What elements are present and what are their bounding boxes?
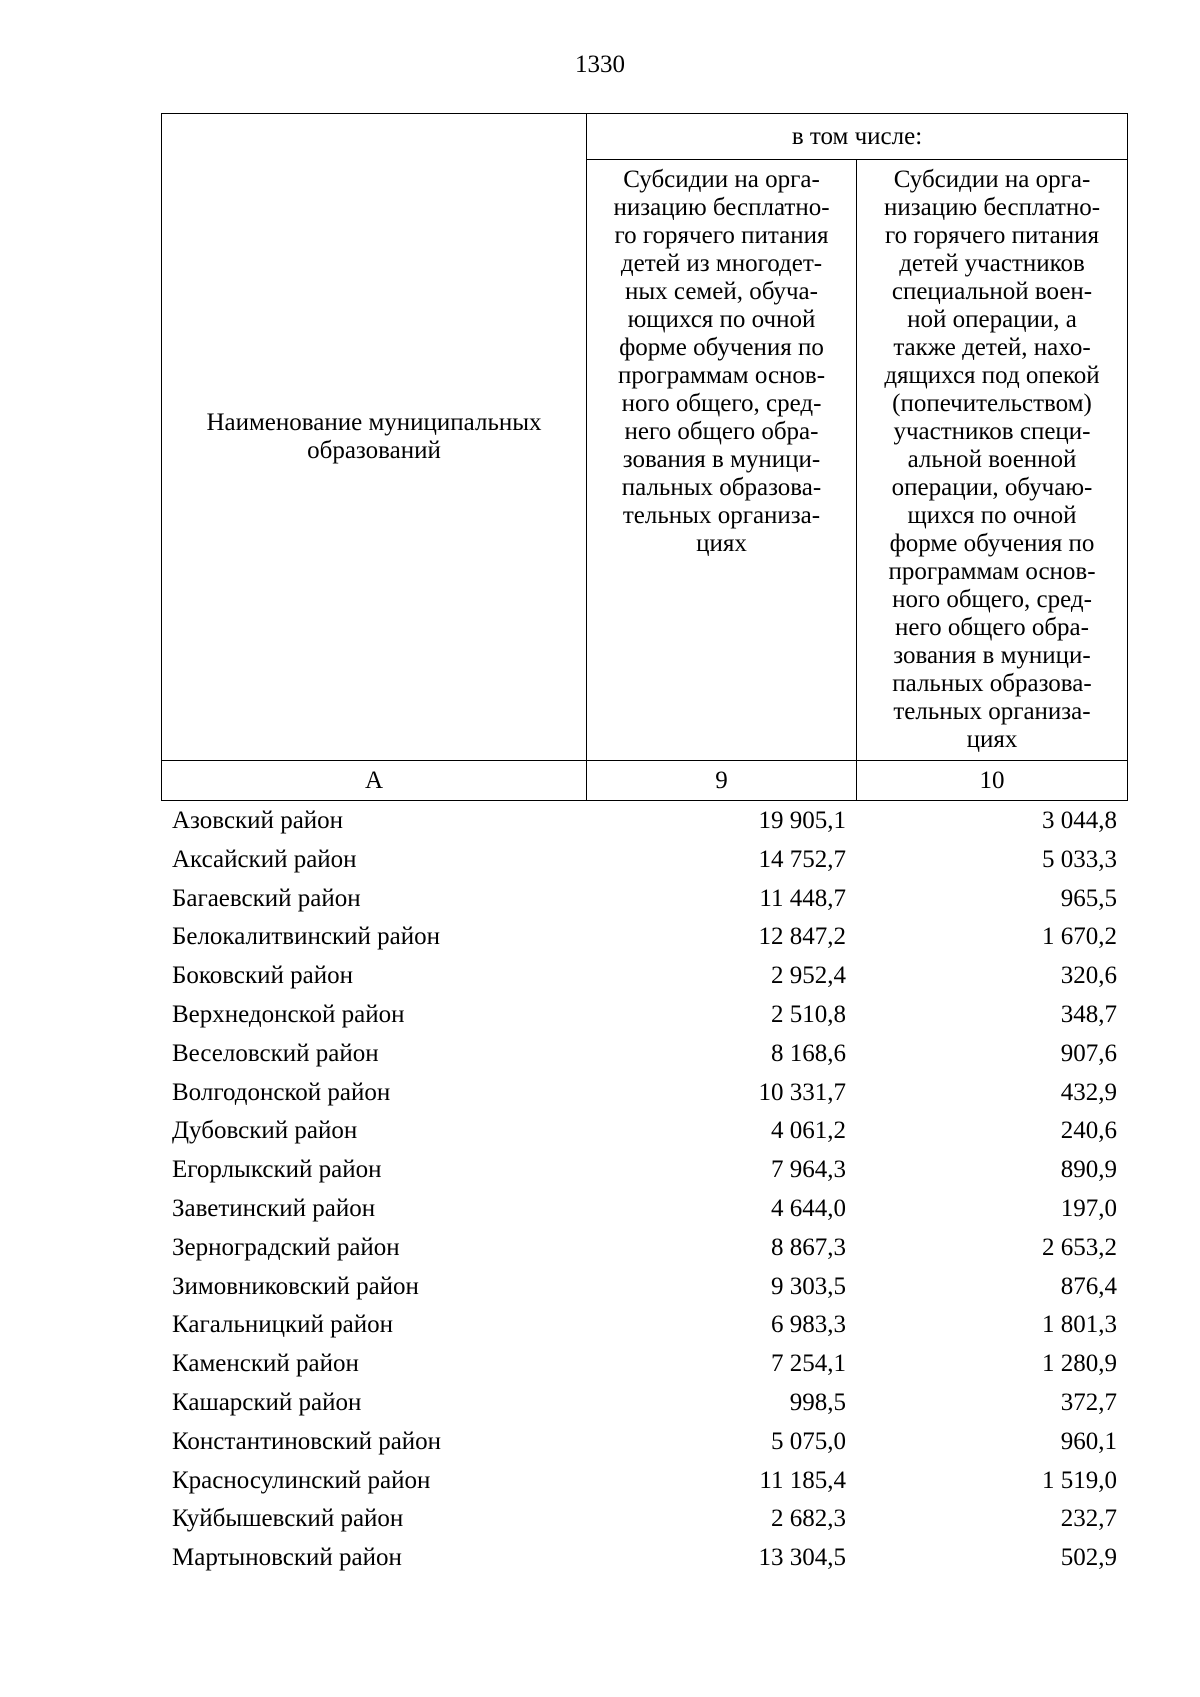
col10-value: 960,1 <box>1060 1427 1117 1455</box>
municipality-name: Зимовниковский район <box>172 1272 419 1300</box>
municipality-name: Багаевский район <box>172 884 361 912</box>
header-col10-number: 10 <box>857 761 1128 801</box>
subsidy-table <box>161 113 1127 1578</box>
col10-value: 232,7 <box>1060 1505 1117 1533</box>
col10-value: 502,9 <box>1060 1544 1117 1572</box>
col10-value: 348,7 <box>1060 1000 1117 1028</box>
col9-value: 8 168,6 <box>771 1039 846 1067</box>
table-row <box>161 1462 1127 1501</box>
col9-value: 13 304,5 <box>758 1544 846 1572</box>
header-col9-number: 9 <box>587 761 857 801</box>
col10-value: 890,9 <box>1060 1156 1117 1184</box>
table-row <box>161 802 1127 841</box>
col10-value: 197,0 <box>1060 1194 1117 1222</box>
col9-value: 7 254,1 <box>771 1350 846 1378</box>
col9-value: 5 075,0 <box>771 1427 846 1455</box>
col9-value: 4 644,0 <box>771 1194 846 1222</box>
municipality-name: Веселовский район <box>172 1039 379 1067</box>
municipality-name: Зерноградский район <box>172 1233 400 1261</box>
municipality-name: Верхнедонской район <box>172 1000 405 1028</box>
table-row <box>161 1151 1127 1190</box>
col10-value: 432,9 <box>1060 1078 1117 1106</box>
table-row <box>161 1384 1127 1423</box>
col10-value: 965,5 <box>1060 884 1117 912</box>
col10-value: 1 670,2 <box>1042 923 1117 951</box>
col10-value: 2 653,2 <box>1042 1233 1117 1261</box>
col10-value: 1 519,0 <box>1042 1466 1117 1494</box>
page-number: 1330 <box>575 51 625 78</box>
municipality-name: Боковский район <box>172 962 353 990</box>
municipality-name: Егорлыкский район <box>172 1156 382 1184</box>
col9-value: 4 061,2 <box>771 1117 846 1145</box>
municipality-name: Кагальницкий район <box>172 1311 394 1339</box>
municipality-name: Кашарский район <box>172 1388 362 1416</box>
table-row <box>161 880 1127 919</box>
header-group-label: в том числе: <box>587 114 1128 160</box>
table-row <box>161 1423 1127 1462</box>
col9-value: 6 983,3 <box>771 1311 846 1339</box>
table-row <box>161 1500 1127 1539</box>
municipality-name: Куйбышевский район <box>172 1505 404 1533</box>
table-row <box>161 1539 1127 1578</box>
table-row <box>161 1306 1127 1345</box>
header-col9-description: Субсидии на орга- низацию бесплатно- го горячего питания детей из многодет- ных семей, обуча- ющихся по очной форме обучения по программам основ- ного общего, сред- него общего обра- зования в муници- пальных образова- тельных организа- циях <box>587 160 857 761</box>
col10-value: 907,6 <box>1060 1039 1117 1067</box>
table-row <box>161 1268 1127 1307</box>
table-row <box>161 918 1127 957</box>
col9-value: 998,5 <box>789 1388 846 1416</box>
municipality-name: Белокалитвинский район <box>172 923 440 951</box>
municipality-name: Дубовский район <box>172 1117 358 1145</box>
col9-value: 11 448,7 <box>759 884 846 912</box>
col9-value: 7 964,3 <box>771 1156 846 1184</box>
header-municipality-name: Наименование муниципальных образований <box>162 114 587 761</box>
table-row <box>161 957 1127 996</box>
table-row <box>161 841 1127 880</box>
municipality-name: Аксайский район <box>172 845 357 873</box>
col9-value: 10 331,7 <box>758 1078 846 1106</box>
municipality-name: Каменский район <box>172 1350 359 1378</box>
col9-value: 9 303,5 <box>771 1272 846 1300</box>
table-row <box>161 1229 1127 1268</box>
col10-value: 320,6 <box>1060 962 1117 990</box>
col10-value: 1 801,3 <box>1042 1311 1117 1339</box>
col10-value: 372,7 <box>1060 1388 1117 1416</box>
table-row <box>161 1190 1127 1229</box>
col9-value: 8 867,3 <box>771 1233 846 1261</box>
col10-value: 3 044,8 <box>1042 807 1117 834</box>
col9-value: 2 952,4 <box>771 962 846 990</box>
table-row <box>161 1035 1127 1074</box>
table-header <box>161 113 1128 801</box>
col10-value: 876,4 <box>1060 1272 1117 1300</box>
col9-value: 2 510,8 <box>771 1000 846 1028</box>
col10-value: 1 280,9 <box>1042 1350 1117 1378</box>
municipality-name: Мартыновский район <box>172 1544 402 1572</box>
municipality-name: Красносулинский район <box>172 1466 431 1494</box>
table-row <box>161 1074 1127 1113</box>
col9-value: 14 752,7 <box>758 845 846 873</box>
col9-value: 12 847,2 <box>758 923 846 951</box>
col9-value: 11 185,4 <box>759 1466 846 1494</box>
table-row <box>161 1345 1127 1384</box>
table-row <box>161 1112 1127 1151</box>
col10-value: 240,6 <box>1060 1117 1117 1145</box>
municipality-name: Азовский район <box>172 807 344 834</box>
col9-value: 19 905,1 <box>758 807 846 834</box>
header-col-a-number: А <box>162 761 587 801</box>
table-row <box>161 996 1127 1035</box>
col9-value: 2 682,3 <box>771 1505 846 1533</box>
table-body <box>161 802 1127 1578</box>
municipality-name: Волгодонской район <box>172 1078 391 1106</box>
header-col10-description: Субсидии на орга- низацию бесплатно- го горячего питания детей участников специальной воен- ной операции, а также детей, нахо- дящихся под опекой (попечительством) участников специ- альной военной операции, обучаю- щихся по очной форме обучения по программам основ- ного общего, сред- него общего обра- зования в муници- пальных образова- тельных организа- циях <box>857 160 1128 761</box>
municipality-name: Константиновский район <box>172 1427 442 1455</box>
col10-value: 5 033,3 <box>1042 845 1117 873</box>
municipality-name: Заветинский район <box>172 1194 376 1222</box>
